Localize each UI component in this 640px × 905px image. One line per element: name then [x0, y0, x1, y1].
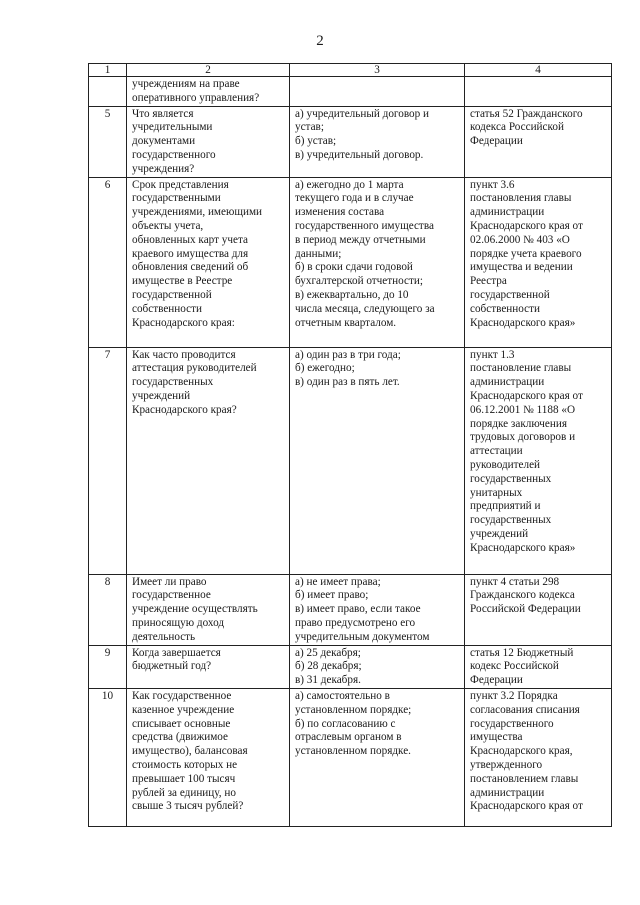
question-cell: Имеет ли право государственное учреждение осуществлять приносящую доход деятельность	[127, 574, 290, 645]
row-number-cell: 8	[89, 574, 127, 645]
row-number-cell: 10	[89, 688, 127, 826]
table-row	[89, 77, 612, 107]
question-cell: Как государственное казенное учреждение списывает основные средства (движимое имущество), балансовая стоимость которых не превышает 100 тысяч рублей за единицу, но свыше 3 тысяч рублей?	[127, 688, 290, 826]
row-number-cell: 6	[89, 177, 127, 347]
table-row	[89, 347, 612, 574]
header-cell-4: 4	[465, 64, 612, 77]
questions-table	[88, 63, 612, 827]
table-row	[89, 177, 612, 347]
source-cell: статья 12 Бюджетный кодекс Российской Федерации	[465, 645, 612, 688]
question-cell: Когда завершается бюджетный год?	[127, 645, 290, 688]
row-number-cell: 5	[89, 106, 127, 177]
source-cell: пункт 3.2 Порядка согласования списания государственного имущества Краснодарского края, утвержденного постановлением главы администрации Краснодарского края от	[465, 688, 612, 826]
table-row	[89, 106, 612, 177]
source-cell: пункт 4 статьи 298 Гражданского кодекса Российской Федерации	[465, 574, 612, 645]
table-row	[89, 645, 612, 688]
row-number-cell: 7	[89, 347, 127, 574]
answers-cell: а) 25 декабря; б) 28 декабря; в) 31 декабря.	[290, 645, 465, 688]
row-number-cell	[89, 77, 127, 107]
row-number-cell: 9	[89, 645, 127, 688]
header-row	[89, 64, 612, 77]
question-cell: учреждениям на праве оперативного управления?	[127, 77, 290, 107]
source-cell: пункт 1.3 постановление главы администрации Краснодарского края от 06.12.2001 № 1188 «О порядке заключения трудовых договоров и аттестации руководителей государственных унитарных предприятий и государственных учреждений Краснодарского края»	[465, 347, 612, 574]
answers-cell: а) учредительный договор и устав; б) устав; в) учредительный договор.	[290, 106, 465, 177]
page-number: 2	[316, 33, 324, 49]
source-cell: пункт 3.6 постановления главы администрации Краснодарского края от 02.06.2000 № 403 «О порядке учета краевого имущества и ведении Реестра государственной собственности Краснодарского края»	[465, 177, 612, 347]
answers-cell	[290, 77, 465, 107]
header-cell-1: 1	[89, 64, 127, 77]
header-cell-2: 2	[127, 64, 290, 77]
table-body	[89, 64, 612, 827]
answers-cell: а) не имеет права; б) имеет право; в) имеет право, если такое право предусмотрено его учредительным документом	[290, 574, 465, 645]
header-cell-3: 3	[290, 64, 465, 77]
table-row	[89, 574, 612, 645]
answers-cell: а) самостоятельно в установленном порядке; б) по согласованию с отраслевым органом в установленном порядке.	[290, 688, 465, 826]
answers-cell: а) ежегодно до 1 марта текущего года и в случае изменения состава государственного имущества в период между отчетными данными; б) в сроки сдачи годовой бухгалтерской отчетности; в) ежеквартально, до 10 числа месяца, следующего за отчетным кварталом.	[290, 177, 465, 347]
source-cell: статья 52 Гражданского кодекса Российской Федерации	[465, 106, 612, 177]
question-cell: Как часто проводится аттестация руководителей государственных учреждений Краснодарского края?	[127, 347, 290, 574]
answers-cell: а) один раз в три года; б) ежегодно; в) один раз в пять лет.	[290, 347, 465, 574]
table-row	[89, 688, 612, 826]
question-cell: Что является учредительными документами государственного учреждения?	[127, 106, 290, 177]
question-cell: Срок представления государственными учреждениями, имеющими объекты учета, обновленных карт учета краевого имущества для обновления сведений об имуществе в Реестре государственной собственности Краснодарского края:	[127, 177, 290, 347]
source-cell	[465, 77, 612, 107]
